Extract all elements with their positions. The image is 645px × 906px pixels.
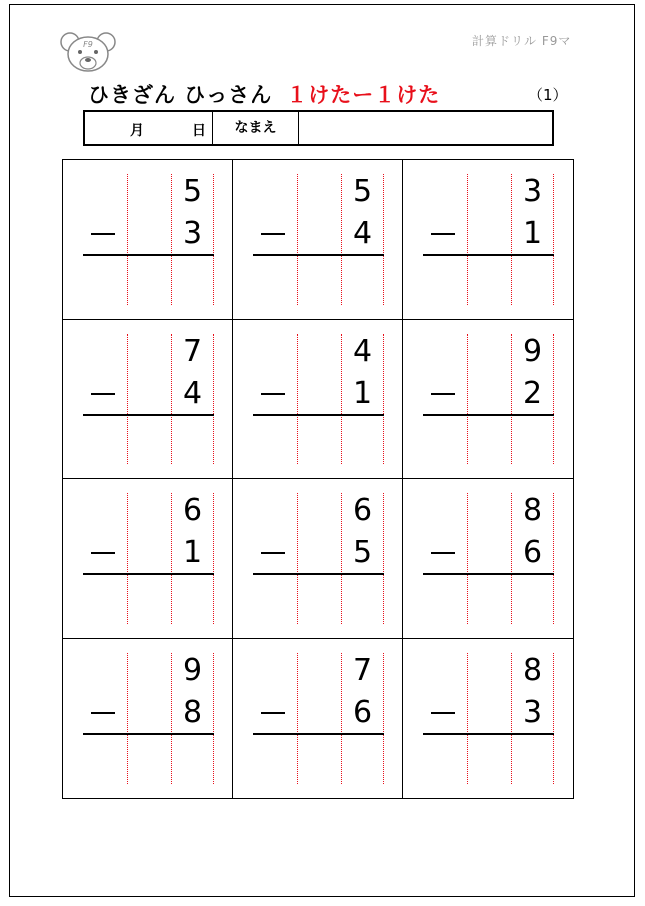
month-label: 月 [130,123,144,139]
subtrahend-digit: 3 [522,694,543,730]
minuend-digit: 7 [352,652,373,688]
answer-line [83,254,214,256]
guide-line [383,493,384,624]
subtrahend-digit: 1 [352,375,373,411]
guide-line [341,334,342,465]
guide-line [383,334,384,465]
subtrahend-digit: 8 [182,694,203,730]
guide-line [171,334,172,465]
answer-line [253,733,384,735]
problem-cell[interactable] [63,479,233,639]
guide-line [511,174,512,305]
answer-line [423,254,554,256]
guide-line [553,493,554,624]
minus-sign [431,552,455,554]
guide-line [171,653,172,785]
answer-line [423,414,554,416]
minus-sign [431,233,455,235]
problem-cell[interactable] [233,639,403,799]
problem-cell[interactable] [403,479,573,639]
answer-line [253,573,384,575]
answer-line [253,414,384,416]
guide-line [127,334,128,465]
subtrahend-digit: 3 [182,216,203,251]
minus-sign [261,712,285,714]
guide-line [341,493,342,624]
subtrahend-digit: 2 [522,375,543,411]
answer-line [83,573,214,575]
subtrahend-digit: 4 [352,216,373,251]
minuend-digit: 6 [352,493,373,528]
day-label: 日 [192,123,206,139]
minuend-digit: 5 [352,174,373,209]
minuend-digit: 8 [522,652,543,688]
subtrahend-digit: 1 [522,216,543,251]
minus-sign [91,233,115,235]
guide-line [467,174,468,305]
guide-line [127,174,128,305]
minuend-digit: 7 [182,333,203,369]
svg-text:F9: F9 [83,40,93,49]
title-main: ひきざん ひっさん [88,83,273,107]
subtrahend-digit: 6 [352,694,373,730]
guide-line [213,493,214,624]
guide-line [297,334,298,465]
guide-line [213,653,214,785]
minus-sign [91,552,115,554]
answer-line [83,414,214,416]
problem-cell[interactable] [403,320,573,480]
guide-line [511,653,512,785]
minuend-digit: 3 [522,174,543,209]
guide-line [511,493,512,624]
guide-line [383,653,384,785]
problem-cell[interactable] [403,160,573,320]
answer-line [423,733,554,735]
name-label: なまえ [213,112,299,144]
minus-sign [91,393,115,395]
problem-cell[interactable] [63,160,233,320]
guide-line [127,653,128,785]
page-title [88,79,440,109]
guide-line [127,493,128,624]
answer-line [83,733,214,735]
guide-line [297,174,298,305]
subtrahend-digit: 4 [182,375,203,411]
minuend-digit: 8 [522,493,543,528]
problem-grid [62,159,574,799]
minus-sign [261,393,285,395]
guide-line [467,334,468,465]
answer-line [253,254,384,256]
guide-line [341,653,342,785]
problem-cell[interactable] [403,639,573,799]
minus-sign [261,552,285,554]
guide-line [213,174,214,305]
problem-cell[interactable] [233,320,403,480]
minus-sign [261,233,285,235]
minus-sign [91,712,115,714]
guide-line [511,334,512,465]
subtrahend-digit: 1 [182,535,203,570]
minuend-digit: 4 [352,333,373,369]
bear-logo-icon [58,30,118,74]
guide-line [171,493,172,624]
minuend-digit: 5 [182,174,203,209]
guide-line [297,493,298,624]
sheet-number: （1） [528,86,568,104]
guide-line [171,174,172,305]
minus-sign [431,712,455,714]
problem-cell[interactable] [233,160,403,320]
minus-sign [431,393,455,395]
brand-label: 計算ドリル F9マ [472,34,572,48]
subtrahend-digit: 6 [522,535,543,570]
date-field[interactable] [85,112,213,144]
guide-line [553,334,554,465]
minuend-digit: 9 [182,652,203,688]
subtrahend-digit: 5 [352,535,373,570]
problem-cell[interactable] [233,479,403,639]
problem-cell[interactable] [63,320,233,480]
answer-line [423,573,554,575]
guide-line [467,493,468,624]
minuend-digit: 6 [182,493,203,528]
name-box [83,110,554,146]
guide-line [341,174,342,305]
title-highlight: １けたー１けた [286,83,441,107]
name-field[interactable] [299,112,552,144]
guide-line [467,653,468,785]
minuend-digit: 9 [522,333,543,369]
guide-line [553,174,554,305]
guide-line [297,653,298,785]
guide-line [553,653,554,785]
guide-line [383,174,384,305]
guide-line [213,334,214,465]
problem-cell[interactable] [63,639,233,799]
